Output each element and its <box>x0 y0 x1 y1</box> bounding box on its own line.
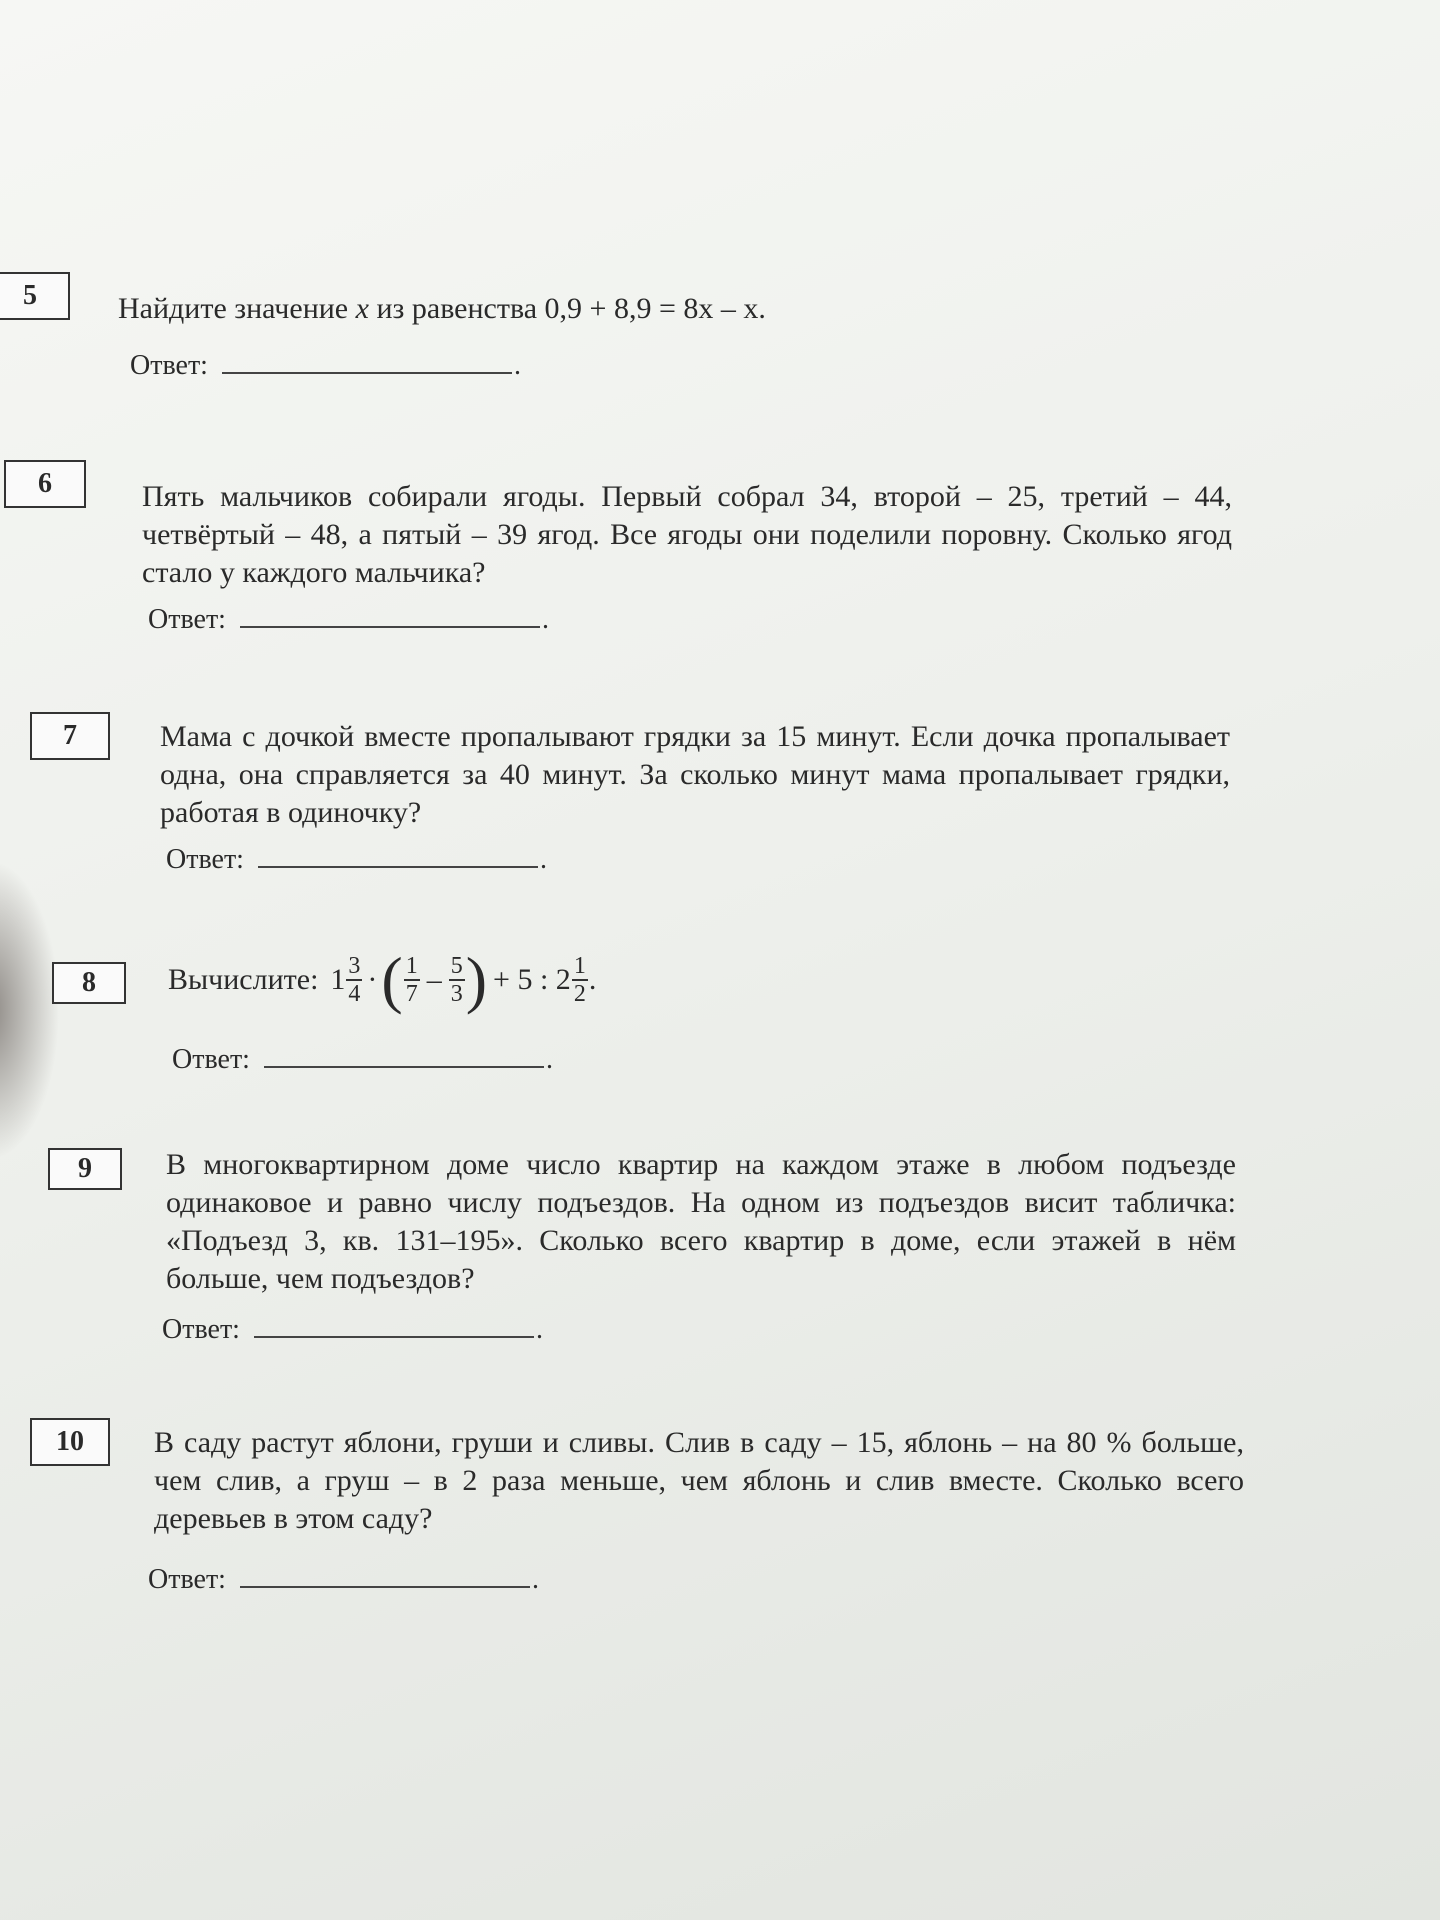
denominator: 2 <box>573 981 586 1007</box>
task-number-box: 8 <box>52 962 126 1004</box>
task-number-box: 5 <box>0 272 70 320</box>
task-text <box>118 290 918 328</box>
dot-operator: · <box>367 963 378 996</box>
period: . <box>588 963 597 996</box>
answer-row <box>148 600 549 636</box>
fraction <box>346 953 362 1007</box>
denominator: 4 <box>348 981 361 1007</box>
task-text-part: Найдите значение <box>118 292 356 325</box>
answer-field[interactable] <box>222 346 512 374</box>
fraction <box>572 953 588 1007</box>
answer-row <box>172 1040 553 1076</box>
task-text-part: из равенства 0,9 + 8,9 = 8x – x. <box>368 292 766 325</box>
fraction <box>449 953 465 1007</box>
answer-field[interactable] <box>264 1040 544 1068</box>
numerator: 5 <box>450 953 463 979</box>
answer-label: Ответ: <box>148 1564 226 1595</box>
compute-label: Вычислите: <box>168 963 319 996</box>
answer-row <box>166 840 547 876</box>
answer-field[interactable] <box>240 600 540 628</box>
left-paren: ( <box>381 944 403 1015</box>
answer-label: Ответ: <box>130 350 208 381</box>
task-number-box: 10 <box>30 1418 110 1466</box>
finger-shadow <box>0 860 60 1160</box>
task-text: В саду растут яблони, груши и сливы. Слив в саду – 15, яблонь – на 80 % больше, чем слив, а груш – в 2 раза меньше, чем яблонь и слив вместе. Сколько всего деревьев в этом саду? <box>154 1426 1244 1535</box>
denominator: 7 <box>405 981 418 1007</box>
mixed-whole: 1 <box>330 963 346 996</box>
task-expression <box>168 944 868 1015</box>
expression-tail: + 5 : 2 <box>493 963 571 996</box>
answer-dot: . <box>539 844 547 875</box>
numerator: 1 <box>405 953 418 979</box>
numerator: 3 <box>348 953 361 979</box>
denominator: 3 <box>450 981 463 1007</box>
answer-label: Ответ: <box>162 1314 240 1345</box>
answer-row <box>130 346 521 382</box>
answer-dot: . <box>531 1564 539 1595</box>
variable: x <box>355 292 369 325</box>
minus-operator: – <box>426 963 442 996</box>
answer-dot: . <box>513 350 521 381</box>
task-number-box: 7 <box>30 712 110 760</box>
task-text: Мама с дочкой вместе пропалывают грядки за 15 минут. Если дочка пропалывает одна, она справляется за 40 минут. За сколько минут мама пропалывает грядки, работая в одиночку? <box>160 720 1230 829</box>
right-paren: ) <box>465 944 488 1015</box>
numerator: 1 <box>573 953 586 979</box>
answer-field[interactable] <box>258 840 538 868</box>
answer-field[interactable] <box>240 1560 530 1588</box>
task-text: Пять мальчиков собирали ягоды. Первый собрал 34, второй – 25, третий – 44, четвёртый – 48, а пятый – 39 ягод. Все ягоды они поделили поровну. Сколько ягод стало у каждого мальчика? <box>142 480 1232 589</box>
task-number-box: 9 <box>48 1148 122 1190</box>
answer-label: Ответ: <box>148 604 226 635</box>
fraction <box>404 953 420 1007</box>
answer-row <box>148 1560 539 1596</box>
answer-dot: . <box>541 604 549 635</box>
answer-label: Ответ: <box>172 1044 250 1075</box>
answer-dot: . <box>535 1314 543 1345</box>
answer-dot: . <box>545 1044 553 1075</box>
answer-field[interactable] <box>254 1310 534 1338</box>
answer-row <box>162 1310 543 1346</box>
task-number-box: 6 <box>4 460 86 508</box>
task-text: В многоквартирном доме число квартир на каждом этаже в любом подъезде одинаковое и равно числу подъездов. На одном из подъездов висит табличка: «Подъезд 3, кв. 131–195». Сколько всего квартир в доме, если этажей в нём больше, чем подъездов? <box>166 1148 1236 1295</box>
answer-label: Ответ: <box>166 844 244 875</box>
